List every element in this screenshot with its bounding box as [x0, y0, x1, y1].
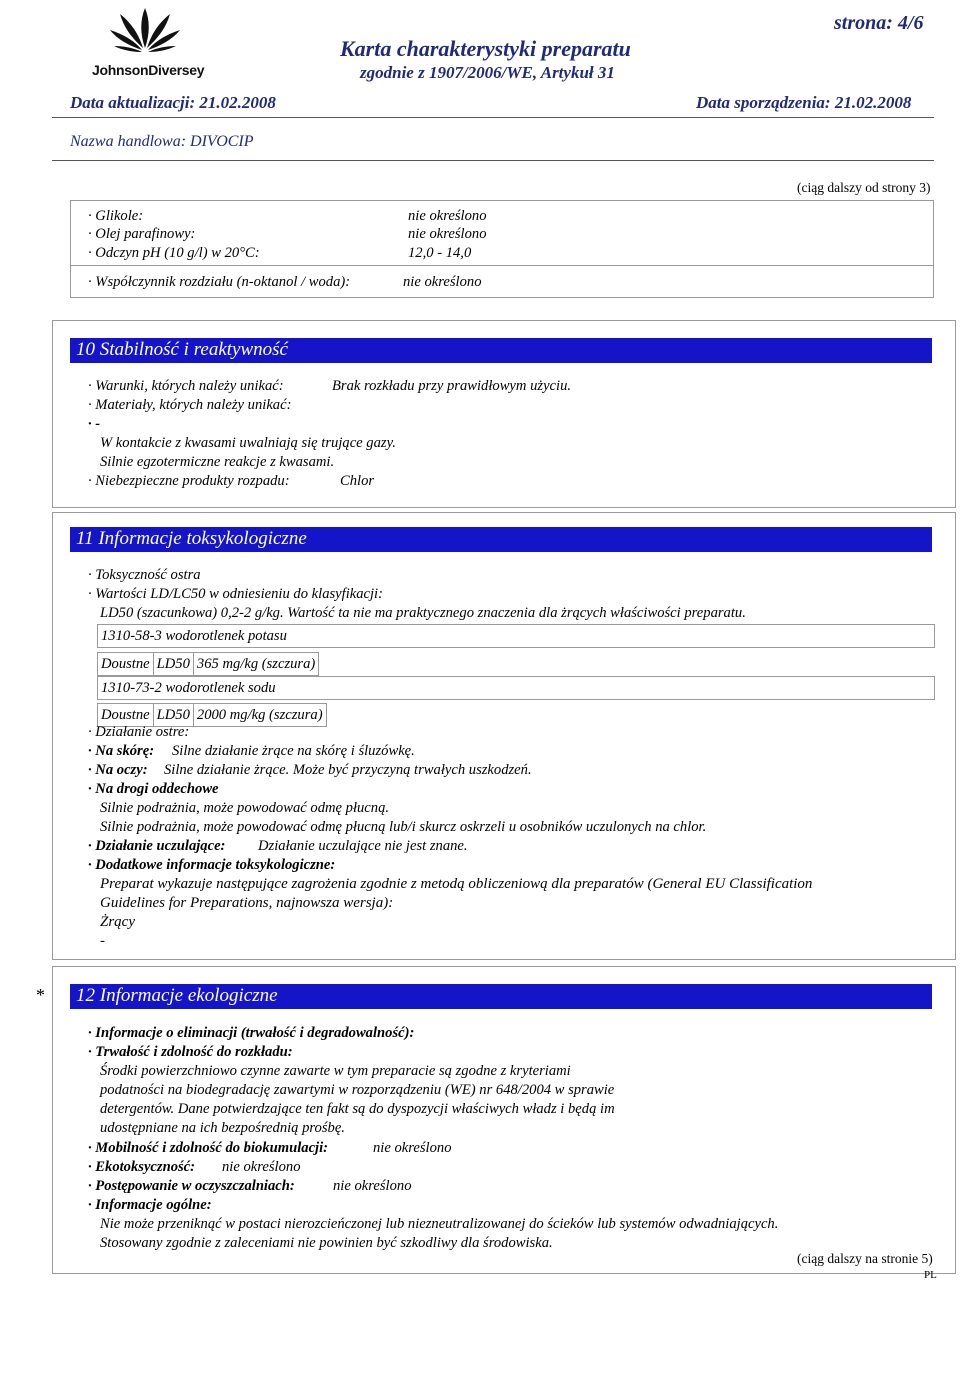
page-number: strona: 4/6	[834, 12, 924, 34]
update-date: Data aktualizacji: 21.02.2008	[70, 93, 276, 112]
ecotoxicity-label: · Ekotoksyczność:	[88, 1159, 196, 1175]
general-info-line2: Stosowany zgodnie z zaleceniami nie powinien być szkodliwy dla środowiska.	[100, 1235, 553, 1251]
persistence-line1: Środki powierzchniowo czynne zawarte w tym preparacie są zgodne z kryteriami	[100, 1063, 571, 1079]
value-cell: 365 mg/kg (szczura)	[193, 653, 318, 676]
change-marker: *	[36, 985, 45, 1005]
section12-header	[70, 984, 932, 1009]
ecotoxicity-value: nie określono	[222, 1159, 301, 1175]
route-cell: Doustne	[98, 653, 154, 676]
extra-info-line4: -	[100, 933, 105, 949]
avoid-materials-label: · Materiały, których należy unikać:	[88, 397, 292, 413]
language-code: PL	[924, 1269, 937, 1281]
persistence-line3: detergentów. Dane potwierdzające ten fakt są do dyspozycji właściwych władz i będą im	[100, 1101, 615, 1117]
section11-title: 11 Informacje toksykologiczne	[76, 528, 307, 549]
respiratory-label: · Na drogi oddechowe	[88, 781, 219, 797]
header-divider	[52, 117, 934, 118]
ld-label: · Wartości LD/LC50 w odniesieniu do klasyfikacji:	[88, 586, 383, 602]
route-cell: Doustne	[98, 704, 154, 727]
substance-values	[97, 652, 319, 676]
general-info-label: · Informacje ogólne:	[88, 1197, 212, 1213]
substance-row	[97, 624, 935, 648]
document-subtitle: zgodnie z 1907/2006/WE, Artykuł 31	[360, 63, 615, 82]
decomp-label: · Niebezpieczne produkty rozpadu:	[88, 473, 290, 489]
property-label: · Glikole:	[88, 208, 144, 224]
document-title: Karta charakterystyki preparatu	[340, 36, 631, 61]
skin-label: · Na skórę:	[88, 743, 155, 759]
type-cell: LD50	[153, 653, 193, 676]
trade-name: Nazwa handlowa: DIVOCIP	[70, 133, 254, 150]
sensitization-value: Działanie uczulające nie jest znane.	[258, 838, 468, 854]
substance-name: 1310-73-2 wodorotlenek sodu	[101, 680, 276, 696]
section10-line1: W kontakcie z kwasami uwalniają się trujące gazy.	[100, 435, 396, 451]
trade-name-divider	[52, 160, 934, 161]
extra-info-label: · Dodatkowe informacje toksykologiczne:	[88, 857, 336, 873]
property-label: · Odczyn pH (10 g/l) w 20°C:	[88, 245, 260, 261]
section11-header	[70, 527, 932, 552]
partition-value: nie określono	[403, 274, 482, 290]
substance-row	[97, 676, 935, 700]
section12-title: 12 Informacje ekologiczne	[76, 985, 278, 1006]
avoid-conditions-label: · Warunki, których należy unikać:	[88, 378, 284, 394]
property-value: 12,0 - 14,0	[408, 245, 472, 261]
avoid-conditions-value: Brak rozkładu przy prawidłowym użyciu.	[332, 378, 572, 394]
acute-effect-label: · Działanie ostre:	[88, 724, 190, 740]
sensitization-label: · Działanie uczulające:	[88, 838, 226, 854]
continued-from: (ciąg dalszy od strony 3)	[797, 180, 931, 195]
property-value: nie określono	[408, 226, 487, 242]
section10-title: 10 Stabilność i reaktywność	[76, 339, 288, 360]
extra-info-line2: Guidelines for Preparations, najnowsza wersja):	[100, 895, 394, 911]
section10-line2: Silnie egzotermiczne reakcje z kwasami.	[100, 454, 335, 470]
persistence-label: · Trwałość i zdolność do rozkładu:	[88, 1044, 293, 1060]
elimination-label: · Informacje o eliminacji (trwałość i degradowalność):	[88, 1025, 415, 1041]
ld-line: LD50 (szacunkowa) 0,2-2 g/kg. Wartość ta nie ma praktycznego znaczenia dla żrących właściwości preparatu.	[100, 605, 746, 621]
value-cell: 2000 mg/kg (szczura)	[193, 704, 326, 727]
company-logo	[90, 4, 205, 80]
extra-info-line1: Preparat wykazuje następujące zagrożenia zgodnie z metodą obliczeniową dla preparatów (General EU Classification	[100, 876, 813, 892]
substance-name: 1310-58-3 wodorotlenek potasu	[101, 628, 287, 644]
decomp-value: Chlor	[340, 473, 375, 489]
toxicity-table	[97, 624, 933, 727]
type-cell: LD50	[153, 704, 193, 727]
bioaccumulation-value: nie określono	[373, 1140, 452, 1156]
creation-date: Data sporządzenia: 21.02.2008	[696, 93, 912, 112]
persistence-line4: udostępniane na ich bezpośrednią prośbę.	[100, 1120, 345, 1136]
persistence-line2: podatności na biodegradację zawartymi w rozporządzeniu (WE) nr 648/2004 w sprawie	[100, 1082, 615, 1098]
leaf-logo-icon	[90, 4, 200, 62]
property-label: · Olej parafinowy:	[88, 226, 196, 242]
partition-label: · Współczynnik rozdziału (n-oktanol / woda):	[88, 274, 351, 290]
extra-info-line3: Żrący	[100, 914, 135, 930]
respiratory-line2: Silnie podrażnia, może powodować odmę płucną lub/i skurcz oskrzeli u osobników uczulonych na chlor.	[100, 819, 707, 835]
acute-toxicity: · Toksyczność ostra	[88, 567, 201, 583]
properties-divider	[70, 265, 933, 266]
section10-header	[70, 338, 932, 363]
eyes-value: Silne działanie żrące. Może być przyczyną trwałych uszkodzeń.	[164, 762, 532, 778]
wwtp-label: · Postępowanie w oczyszczalniach:	[88, 1178, 295, 1194]
general-info-line1: Nie może przeniknąć w postaci nierozcieńczonej lub niezneutralizowanej do ścieków lub systemów odwadniających.	[100, 1216, 779, 1232]
brand-name: JohnsonDiversey	[92, 62, 205, 78]
eyes-label: · Na oczy:	[88, 762, 148, 778]
wwtp-value: nie określono	[333, 1178, 412, 1194]
bioaccumulation-label: · Mobilność i zdolność do biokumulacji:	[88, 1140, 329, 1156]
skin-value: Silne działanie żrące na skórę i śluzówkę.	[172, 743, 415, 759]
avoid-materials-dash: · -	[88, 416, 101, 432]
property-value: nie określono	[408, 208, 487, 224]
continued-to: (ciąg dalszy na stronie 5)	[797, 1251, 933, 1266]
respiratory-line1: Silnie podrażnia, może powodować odmę płucną.	[100, 800, 390, 816]
